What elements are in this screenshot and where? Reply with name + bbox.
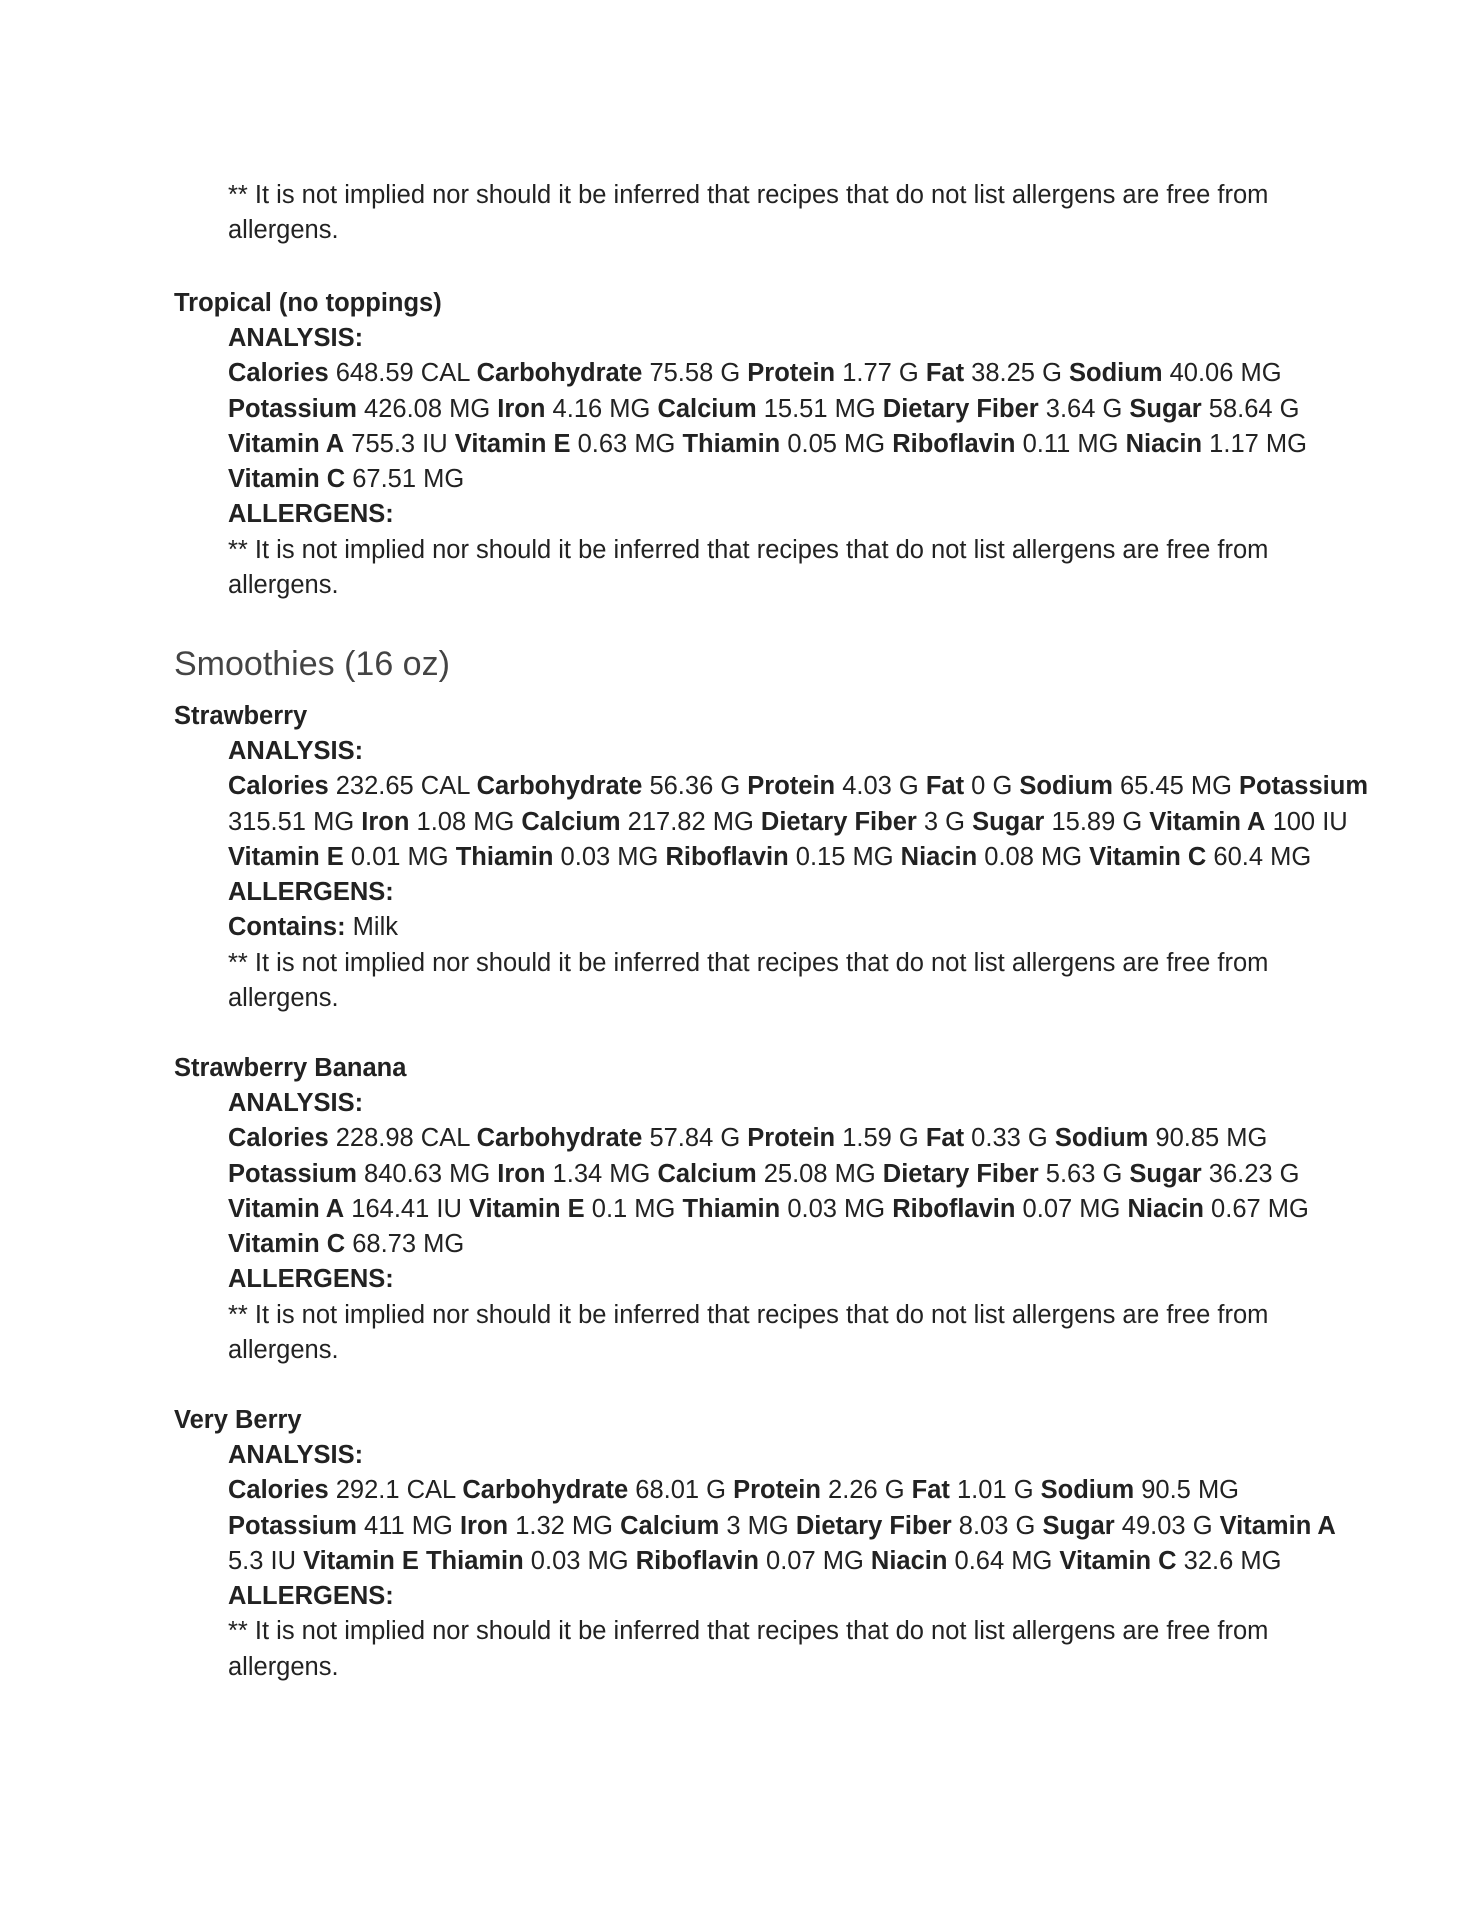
- analysis-label: ANALYSIS:: [228, 737, 364, 765]
- allergens-label: ALLERGENS:: [228, 500, 394, 529]
- nutrient-name: Sodium: [1054, 1124, 1149, 1153]
- nutrient-name: Iron: [497, 394, 546, 423]
- disclaimer-text: ** It is not implied nor should it be inferred that recipes that do not list allergens are free from allergens.: [228, 948, 1269, 1013]
- analysis-label: ANALYSIS:: [228, 1441, 364, 1469]
- nutrient-name: Sugar: [972, 807, 1045, 836]
- nutrient-name: Vitamin E: [228, 842, 344, 871]
- nutrient-name: Sugar: [1129, 394, 1202, 423]
- nutrient-name: Calories: [228, 772, 329, 801]
- nutrient-name: Potassium: [228, 1159, 357, 1188]
- nutrient-name: Vitamin A: [1149, 807, 1266, 836]
- nutrient-name: Calcium: [620, 1511, 720, 1540]
- nutrition-line: Vitamin A 755.3 IU Vitamin E 0.63 MG Thiamin 0.05 MG Riboflavin 0.11 MG Niacin 1.17 MG: [228, 429, 1307, 458]
- nutrient-name: Vitamin C: [1059, 1546, 1177, 1575]
- disclaimer-text: ** It is not implied nor should it be inferred that recipes that do not list allergens are free from allergens.: [228, 1617, 1269, 1681]
- nutrient-name: Vitamin E: [454, 429, 571, 458]
- nutrition-line: Vitamin C 68.73 MG: [228, 1230, 465, 1259]
- contains-line: [228, 910, 1318, 945]
- section-heading-smoothies: Smoothies (16 oz): [174, 645, 450, 683]
- nutrient-name: Thiamin: [425, 1546, 524, 1575]
- allergens-label: ALLERGENS:: [228, 1265, 394, 1294]
- nutrient-name: Sodium: [1019, 772, 1113, 801]
- nutrient-name: Fat: [925, 772, 965, 801]
- nutrient-name: Carbohydrate: [476, 772, 643, 801]
- nutrient-name: Thiamin: [455, 842, 554, 871]
- nutrient-name: Sodium: [1040, 1476, 1135, 1505]
- nutrient-name: Calcium: [657, 1159, 757, 1188]
- item-title-very-berry: Very Berry: [174, 1406, 302, 1434]
- allergens-label: ALLERGENS:: [228, 1582, 394, 1611]
- allergens-label: ALLERGENS:: [228, 878, 394, 907]
- nutrient-name: Calories: [228, 1124, 329, 1153]
- nutrient-name: Protein: [747, 772, 836, 801]
- nutrient-name: Sugar: [1129, 1159, 1202, 1188]
- disclaimer-text: ** It is not implied nor should it be inferred that recipes that do not list allergens are free from allergens.: [228, 181, 1269, 245]
- nutrient-name: Potassium: [228, 394, 357, 423]
- nutrient-name: Iron: [459, 1511, 509, 1540]
- nutrient-name: Niacin: [1127, 1194, 1204, 1223]
- nutrient-name: Potassium: [228, 1511, 357, 1540]
- previous-item-disclaimer: [228, 178, 1318, 249]
- nutrition-line: Calories 228.98 CAL Carbohydrate 57.84 G Protein 1.59 G Fat 0.33 G Sodium 90.85 MG: [228, 1124, 1268, 1153]
- nutrient-name: Sugar: [1042, 1511, 1115, 1540]
- nutrient-name: Fat: [925, 1124, 965, 1153]
- nutrient-name: Protein: [747, 1124, 836, 1153]
- nutrition-line: Vitamin E 0.01 MG Thiamin 0.03 MG Riboflavin 0.15 MG Niacin 0.08 MG Vitamin C 60.4 MG: [228, 842, 1312, 871]
- nutrient-name: Carbohydrate: [462, 1476, 629, 1505]
- nutrient-name: Calcium: [657, 394, 757, 423]
- nutrient-name: Calcium: [521, 807, 621, 836]
- nutrition-line: Potassium 411 MG Iron 1.32 MG Calcium 3 MG Dietary Fiber 8.03 G Sugar 49.03 G Vitamin A: [228, 1511, 1336, 1540]
- nutrition-line: Calories 232.65 CAL Carbohydrate 56.36 G Protein 4.03 G Fat 0 G Sodium 65.45 MG Potassium: [228, 772, 1368, 801]
- nutrient-name: Vitamin A: [228, 429, 345, 458]
- nutrient-name: Dietary Fiber: [760, 807, 917, 836]
- nutrient-name: Iron: [361, 807, 410, 836]
- nutrient-name: Thiamin: [682, 429, 781, 458]
- analysis-label: ANALYSIS:: [228, 324, 364, 352]
- disclaimer-text: ** It is not implied nor should it be inferred that recipes that do not list allergens are free from allergens.: [228, 535, 1269, 600]
- contains-label: Contains:: [228, 913, 346, 942]
- nutrition-line: Vitamin C 67.51 MG: [228, 465, 465, 494]
- nutrient-name: Vitamin E: [303, 1546, 419, 1575]
- nutrient-name: Riboflavin: [635, 1546, 759, 1575]
- nutrition-line: Calories 648.59 CAL Carbohydrate 75.58 G Protein 1.77 G Fat 38.25 G Sodium 40.06 MG: [228, 359, 1282, 388]
- item-body-strawberry: [228, 734, 1368, 1016]
- contains-value: Milk: [352, 913, 398, 942]
- nutrient-name: Dietary Fiber: [882, 394, 1039, 423]
- item-title-strawberry-banana: Strawberry Banana: [174, 1054, 407, 1082]
- nutrient-name: Vitamin E: [468, 1194, 585, 1223]
- nutrient-name: Vitamin A: [1219, 1511, 1336, 1540]
- item-title-tropical: Tropical (no toppings): [174, 289, 442, 317]
- nutrient-name: Protein: [747, 359, 836, 388]
- nutrient-name: Vitamin C: [1089, 842, 1207, 871]
- nutrient-name: Sodium: [1069, 359, 1163, 388]
- nutrition-line: 315.51 MG Iron 1.08 MG Calcium 217.82 MG Dietary Fiber 3 G Sugar 15.89 G Vitamin A 100 IU: [228, 807, 1348, 836]
- nutrient-name: Iron: [497, 1159, 546, 1188]
- item-body-tropical: [228, 321, 1318, 603]
- nutrient-name: Carbohydrate: [476, 359, 643, 388]
- nutrient-name: Thiamin: [682, 1194, 781, 1223]
- nutrient-name: Vitamin C: [228, 465, 346, 494]
- nutrient-name: Fat: [925, 359, 965, 388]
- nutrient-name: Vitamin A: [228, 1194, 345, 1223]
- nutrient-name: Niacin: [870, 1546, 948, 1575]
- item-body-very-berry: [228, 1438, 1336, 1685]
- nutrient-name: Niacin: [1125, 429, 1203, 458]
- nutrition-line: 5.3 IU Vitamin E Thiamin 0.03 MG Riboflavin 0.07 MG Niacin 0.64 MG Vitamin C 32.6 MG: [228, 1546, 1282, 1575]
- nutrient-name: Niacin: [900, 842, 978, 871]
- analysis-label: ANALYSIS:: [228, 1089, 364, 1117]
- nutrient-name: Calories: [228, 1476, 329, 1505]
- nutrient-name: Calories: [228, 359, 329, 388]
- nutrient-name: Riboflavin: [665, 842, 789, 871]
- nutrient-name: Fat: [911, 1476, 950, 1505]
- nutrient-name: Dietary Fiber: [882, 1159, 1039, 1188]
- nutrient-name: Protein: [733, 1476, 821, 1505]
- nutrition-line: Potassium 426.08 MG Iron 4.16 MG Calcium 15.51 MG Dietary Fiber 3.64 G Sugar 58.64 G: [228, 394, 1300, 423]
- nutrition-line: Vitamin A 164.41 IU Vitamin E 0.1 MG Thiamin 0.03 MG Riboflavin 0.07 MG Niacin 0.67 MG: [228, 1194, 1309, 1223]
- nutrient-name: Vitamin C: [228, 1230, 346, 1259]
- nutrient-name: Carbohydrate: [476, 1124, 643, 1153]
- nutrient-name: Potassium: [1239, 772, 1368, 801]
- nutrient-name: Riboflavin: [892, 1194, 1016, 1223]
- item-body-strawberry-banana: [228, 1086, 1318, 1368]
- nutrition-line: Potassium 840.63 MG Iron 1.34 MG Calcium 25.08 MG Dietary Fiber 5.63 G Sugar 36.23 G: [228, 1159, 1300, 1188]
- nutrient-name: Riboflavin: [892, 429, 1016, 458]
- item-title-strawberry: Strawberry: [174, 702, 308, 730]
- nutrient-name: Dietary Fiber: [795, 1511, 952, 1540]
- nutrition-line: Calories 292.1 CAL Carbohydrate 68.01 G Protein 2.26 G Fat 1.01 G Sodium 90.5 MG: [228, 1476, 1240, 1505]
- disclaimer-text: ** It is not implied nor should it be inferred that recipes that do not list allergens are free from allergens.: [228, 1300, 1269, 1365]
